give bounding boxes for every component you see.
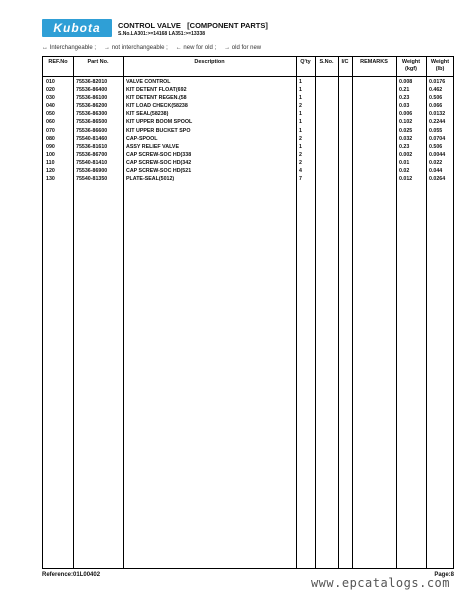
cell-qty: 1 (299, 143, 302, 150)
cell-part-no: 75536-86500 (76, 119, 108, 126)
cell-weight-kgf: 0.02 (399, 168, 410, 175)
cell-weight-kgf: 0.23 (399, 143, 410, 150)
cell-weight-lb: 0.462 (429, 87, 443, 94)
cell-weight-lb: 0.0176 (429, 79, 446, 85)
cell-qty: 7 (299, 176, 302, 183)
cell-part-no: 75540-81410 (76, 159, 108, 166)
header-part-no: Part No. (87, 59, 109, 65)
cell-description: KIT DETENT REGEN.(58 (126, 95, 187, 102)
cell-ref-no: 130 (46, 176, 55, 183)
table-row (43, 94, 453, 102)
page-title: CONTROL VALVE [COMPONENT PARTS] (118, 21, 268, 30)
cell-description: CAP SCREW-SOC HD(521 (126, 168, 192, 175)
table-row (43, 167, 453, 175)
cell-weight-kgf: 0.025 (399, 127, 413, 134)
table-row (43, 86, 453, 94)
cell-weight-kgf: 0.01 (399, 159, 410, 166)
cell-part-no: 75536-86400 (76, 87, 108, 94)
cell-part-no: 75536-86700 (76, 151, 108, 158)
table-row (43, 78, 453, 86)
cell-weight-kgf: 0.03 (399, 103, 410, 110)
cell-ref-no: 100 (46, 151, 55, 158)
cell-ref-no: 090 (46, 143, 55, 150)
cell-description: KIT LOAD CHECK(58238 (126, 103, 188, 110)
cell-ref-no: 040 (46, 103, 55, 110)
header-ref-no: REF.No (48, 59, 68, 65)
cell-qty: 2 (299, 135, 302, 142)
table-row (43, 151, 453, 159)
cell-ref-no: 010 (46, 79, 55, 85)
parts-table (42, 56, 454, 569)
table-row (43, 175, 453, 183)
cell-weight-kgf: 0.102 (399, 119, 413, 126)
cell-qty: 4 (299, 168, 302, 175)
cell-ref-no: 120 (46, 168, 55, 175)
cell-weight-lb: 0.055 (429, 127, 443, 134)
cell-description: PLATE-SEAL(5012) (126, 176, 175, 183)
cell-description: VALVE CONTROL (126, 79, 171, 85)
cell-description: KIT DETENT FLOAT(692 (126, 87, 187, 94)
header-remarks: REMARKS (360, 59, 388, 65)
table-row (43, 135, 453, 143)
header-description: Description (194, 59, 225, 65)
kubota-logo: Kubota (42, 19, 112, 37)
cell-ref-no: 030 (46, 95, 55, 102)
cell-weight-kgf: 0.006 (399, 111, 413, 118)
table-row (43, 127, 453, 135)
cell-description: KIT UPPER BUCKET SPO (126, 127, 191, 134)
cell-part-no: 75536-86900 (76, 168, 108, 175)
table-row (43, 118, 453, 126)
cell-qty: 1 (299, 79, 302, 85)
cell-weight-kgf: 0.008 (399, 79, 413, 85)
cell-qty: 2 (299, 151, 302, 158)
cell-weight-lb: 0.506 (429, 95, 443, 102)
reference-number: Reference:01L00402 (42, 572, 101, 578)
parts-rows (43, 78, 453, 183)
cell-weight-lb: 0.0264 (429, 176, 446, 183)
table-row (43, 159, 453, 167)
cell-ref-no: 060 (46, 119, 55, 126)
table-row (43, 110, 453, 118)
cell-weight-lb: 0.0704 (429, 135, 446, 142)
header-divider (43, 76, 453, 77)
cell-part-no: 75540-81460 (76, 135, 108, 142)
cell-weight-lb: 0.0044 (429, 151, 446, 158)
cell-ref-no: 110 (46, 159, 55, 166)
cell-part-no: 75536-86200 (76, 103, 108, 110)
table-row (43, 102, 453, 110)
cell-part-no: 75536-86300 (76, 111, 108, 118)
cell-part-no: 75536-86600 (76, 127, 108, 134)
header-serial-no: S.No. (319, 59, 334, 65)
cell-part-no: 75540-81350 (76, 176, 108, 183)
cell-description: CAP SCREW-SOC HD(342 (126, 159, 192, 166)
cell-weight-lb: 0.0132 (429, 111, 446, 118)
cell-qty: 1 (299, 87, 302, 94)
cell-weight-lb: 0.506 (429, 143, 443, 150)
cell-description: KIT SEAL(58238) (126, 111, 169, 118)
cell-qty: 1 (299, 119, 302, 126)
cell-weight-lb: 0.044 (429, 168, 443, 175)
cell-weight-kgf: 0.002 (399, 151, 413, 158)
cell-qty: 1 (299, 127, 302, 134)
cell-ref-no: 050 (46, 111, 55, 118)
header-ic: I/C (341, 59, 349, 65)
serial-range: S.No.LA301:>=14168 LA351:>=13338 (118, 31, 205, 37)
cell-part-no: 75536-82010 (76, 79, 108, 85)
cell-description: ASSY RELIEF VALVE (126, 143, 179, 150)
cell-description: CAP SCREW-SOC HD(338 (126, 151, 192, 158)
watermark: www.epcatalogs.com (310, 576, 450, 590)
cell-weight-kgf: 0.21 (399, 87, 410, 94)
cell-part-no: 75536-86100 (76, 95, 108, 102)
cell-description: CAP-SPOOL (126, 135, 158, 142)
table-row (43, 143, 453, 151)
cell-weight-kgf: 0.23 (399, 95, 410, 102)
cell-qty: 1 (299, 111, 302, 118)
page-number: Page:8 (434, 572, 454, 578)
cell-part-no: 75536-81610 (76, 143, 108, 150)
header-weight-lb: Weight (lb) (430, 59, 450, 72)
cell-description: KIT UPPER BOOM SPOOL (126, 119, 193, 126)
cell-weight-lb: 0.2244 (429, 119, 446, 126)
header-qty: Q'ty (300, 59, 311, 65)
header-weight-kgf: Weight (kgf) (401, 59, 421, 72)
cell-qty: 2 (299, 159, 302, 166)
cell-ref-no: 080 (46, 135, 55, 142)
legend-old-for-new: → old for new (224, 45, 262, 51)
cell-ref-no: 070 (46, 127, 55, 134)
cell-qty: 2 (299, 103, 302, 110)
legend-interchangeable: ↔ Interchangeable ; (42, 45, 97, 51)
cell-weight-lb: 0.066 (429, 103, 443, 110)
cell-weight-kgf: 0.032 (399, 135, 413, 142)
legend-not-interchangeable: → not interchangeable ; (104, 45, 168, 51)
cell-weight-kgf: 0.012 (399, 176, 413, 183)
cell-ref-no: 020 (46, 87, 55, 94)
cell-weight-lb: 0.022 (429, 159, 443, 166)
interchange-legend (42, 45, 261, 51)
legend-new-for-old: ← new for old ; (175, 45, 217, 51)
cell-qty: 1 (299, 95, 302, 102)
